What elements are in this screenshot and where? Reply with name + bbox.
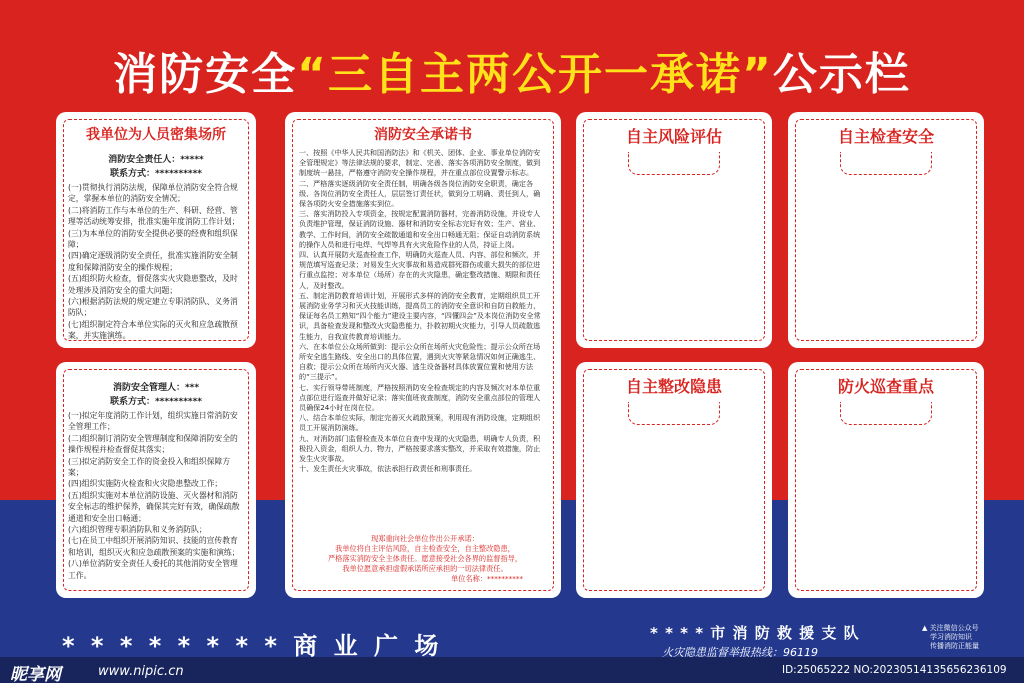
list-item: 六、在本单位公众场所做到：提示公众所在场所火灾危险性；提示公众所在场所安全逃生路线、安全出口的具体位置，遇到火灾等紧急情况如何正确逃生、自救；提示公众所在场所内灭火器、逃生设备器材具体放置位置和使用方法的“三提示”。: [299, 341, 541, 382]
responsible-person: 消防安全责任人：*****: [108, 155, 204, 165]
list-item: 十、发生责任火灾事故，依法承担行政责任和刑事责任。: [299, 464, 477, 474]
promise-clauses: [299, 148, 547, 475]
page-title: [0, 38, 1024, 102]
panel-title: 自主风险评估: [625, 127, 722, 146]
watermark-logo: 昵享网: [10, 665, 61, 685]
list-item: (六)根据消防法规的规定建立专职消防队、义务消防队；: [68, 297, 238, 318]
manager-duty-list: [68, 410, 244, 581]
title-part-a: 消防安全: [113, 49, 298, 100]
manager-contact: 联系方式：**********: [109, 397, 203, 407]
unit-name: 单位名称：**********: [451, 574, 523, 583]
list-item: (一)贯彻执行消防法规，保障单位消防安全符合规定，掌握本单位的消防安全情况；: [68, 183, 238, 204]
list-item: (八)单位消防安全责任人委托的其他消防安全管理工作。: [68, 559, 238, 580]
fire-brigade-name: * * * * 市 消 防 救 援 支 队: [650, 624, 860, 642]
wechat-note: [922, 624, 979, 651]
list-item: 二、严格落实逐级消防安全责任制，明确各级各岗位消防安全职责，确定各级、各岗位消防安全责任人，层层签订责任状，做到分工明确、责任到人，确保各项防火安全措施落实到位。: [299, 178, 541, 209]
list-item: (四)组织实施防火检查和火灾隐患整改工作；: [68, 479, 223, 489]
list-item: (三)为本单位的消防安全提供必要的经费和组织保障；: [68, 228, 238, 250]
commitment-heading: 现郑重向社会单位作出公开承诺：: [371, 534, 479, 543]
safety-manager: 消防安全管理人：***: [112, 383, 200, 393]
panel-risk-assessment: [578, 114, 770, 346]
report-hotline: 火灾隐患监督举报热线：96119: [662, 646, 818, 659]
list-item: 三、落实消防投入专项资金，按规定配置消防器材，完善消防设施，并设专人负责维护管理，保证消防设施、器材和消防安全标志完好有效；生产、营业、教学、工作时间，消防安全疏散通道和安全出口畅通无阻；保证自动消防系统的操作人员和进行电焊、气焊等具有火灾危险作业的人员，持证上岗。: [299, 209, 541, 249]
list-item: (六)组织管理专职消防队和义务消防队；: [68, 525, 207, 535]
densely-populated-card: [58, 114, 254, 346]
panel-self-inspection: [790, 114, 982, 346]
list-item: (三)拟定消防安全工作的资金投入和组织保障方案；: [68, 456, 231, 478]
note-line: ▲ 关注微信公众号: [922, 624, 979, 632]
title-highlight: “三自主两公开一承诺”: [297, 49, 773, 100]
note-line: 学习消防知识: [930, 633, 972, 641]
promise-title: 消防安全承诺书: [374, 127, 472, 143]
list-item: (二)组织制订消防安全管理制度和保障消防安全的操作规程并检查督促其落实；: [68, 433, 238, 455]
note-line: 传播消防正能量: [930, 642, 979, 650]
list-item: (四)确定逐级消防安全责任，批准实施消防安全制度和保障消防安全的操作规程；: [68, 251, 238, 272]
list-item: 五、制定消防教育培训计划，开展形式多样的消防安全教育，定期组织员工开展消防业务学习和灭火技能训练，提高员工的消防安全意识和自防自救能力，保证每名员工熟知“四个能力”建设主要内容，“四懂四会”及本岗位消防安全常识，具备检查发现和整改火灾隐患能力，扑救初期火灾能力，引导人员疏散逃生能力，自我宣传教育培训能力。: [299, 290, 541, 341]
list-item: (五)组织防火检查，督促落实火灾隐患整改，及时处理涉及消防安全的重大问题；: [68, 274, 238, 295]
holder-notch: [628, 152, 720, 175]
list-item: (二)将消防工作与本单位的生产、科研、经营、管理等活动统筹安排，批准实施年度消防工作计划；: [68, 205, 240, 227]
list-item: 八、结合本单位实际，制定完善灭火疏散预案，利用现有消防设施，定期组织员工开展消防演练。: [299, 413, 541, 433]
holder-notch: [840, 402, 932, 425]
list-item: 九、对消防部门监督检查及本单位自查中发现的火灾隐患，明确专人负责，积极投入资金，组织人力、物力，严格按要求落实整改，并采取有效措施，防止发生火灾事故。: [299, 433, 541, 464]
holder-notch: [628, 402, 720, 425]
densely-card-title: 我单位为人员密集场所: [86, 127, 226, 143]
list-item: (七)在员工中组织开展消防知识、技能的宣传教育和培训，组织灭火和应急疏散预案的实施和演练；: [68, 536, 240, 557]
watermark-id: ID:25065222 NO:20230514135656236109: [782, 664, 1007, 676]
list-item: 一、按照《中华人民共和国消防法》和《机关、团体、企业、事业单位消防安全管理规定》等法律法规的要求，制定、完善、落实各项消防安全制度，做到制度统一悬挂，严格遵守消防安全操作规程，并在重点部位设置警示标志。: [299, 148, 541, 178]
panel-hazard-rectification: [578, 364, 770, 596]
list-item: (七)组织制定符合本单位实际的灭火和应急疏散预案，并实施演练。: [68, 319, 238, 341]
list-item: (五)组织实施对本单位消防设施、灭火器材和消防安全标志的维护保养，确保其完好有效，确保疏散通道和安全出口畅通；: [68, 490, 240, 523]
panel-title: 自主整改隐患: [625, 377, 722, 396]
public-commitment: [307, 534, 543, 584]
commitment-line: 我单位愿意承担虚假承诺所应承担的一切法律责任。: [342, 564, 508, 573]
panel-title: 自主检查安全: [837, 127, 934, 146]
panel-title: 防火巡查重点: [837, 377, 934, 396]
list-item: 七、实行领导带班制度，严格按照消防安全检查规定的内容及频次对本单位重点部位进行巡查并做好记录；落实值班夜查制度，消防安全重点部位的管理人员确保24小时在岗在位。: [299, 382, 541, 413]
responsible-contact: 联系方式：**********: [109, 169, 203, 179]
manager-card: [58, 364, 254, 596]
densely-duty-list: [68, 182, 244, 342]
commitment-line: 严格落实消防安全主体责任。愿意接受社会各界的监督指导，: [327, 554, 523, 563]
plaza-name: * * * * * * * * 商 业 广 场: [62, 632, 443, 660]
panel-patrol-focus: [790, 364, 982, 596]
list-item: 四、认真开展防火巡查检查工作，明确防火巡查人员、内容、部位和频次，并规范填写巡查记录；对易发生火灾事故和易造成群死群伤或重大损失的部位进行重点监控；对本单位（场所）存在的火灾隐患，确定整改措施、期限和责任人，及时整改。: [299, 250, 541, 290]
list-item: (一)拟定年度消防工作计划，组织实施日常消防安全管理工作；: [68, 411, 238, 432]
title-part-c: 公示栏: [772, 49, 911, 100]
holder-notch: [840, 152, 932, 175]
commitment-line: 我单位将自主评估风险，自主检查安全，自主整改隐患，: [335, 544, 515, 553]
promise-letter-card: [287, 114, 559, 596]
watermark-url: www.nipic.cn: [98, 664, 184, 679]
